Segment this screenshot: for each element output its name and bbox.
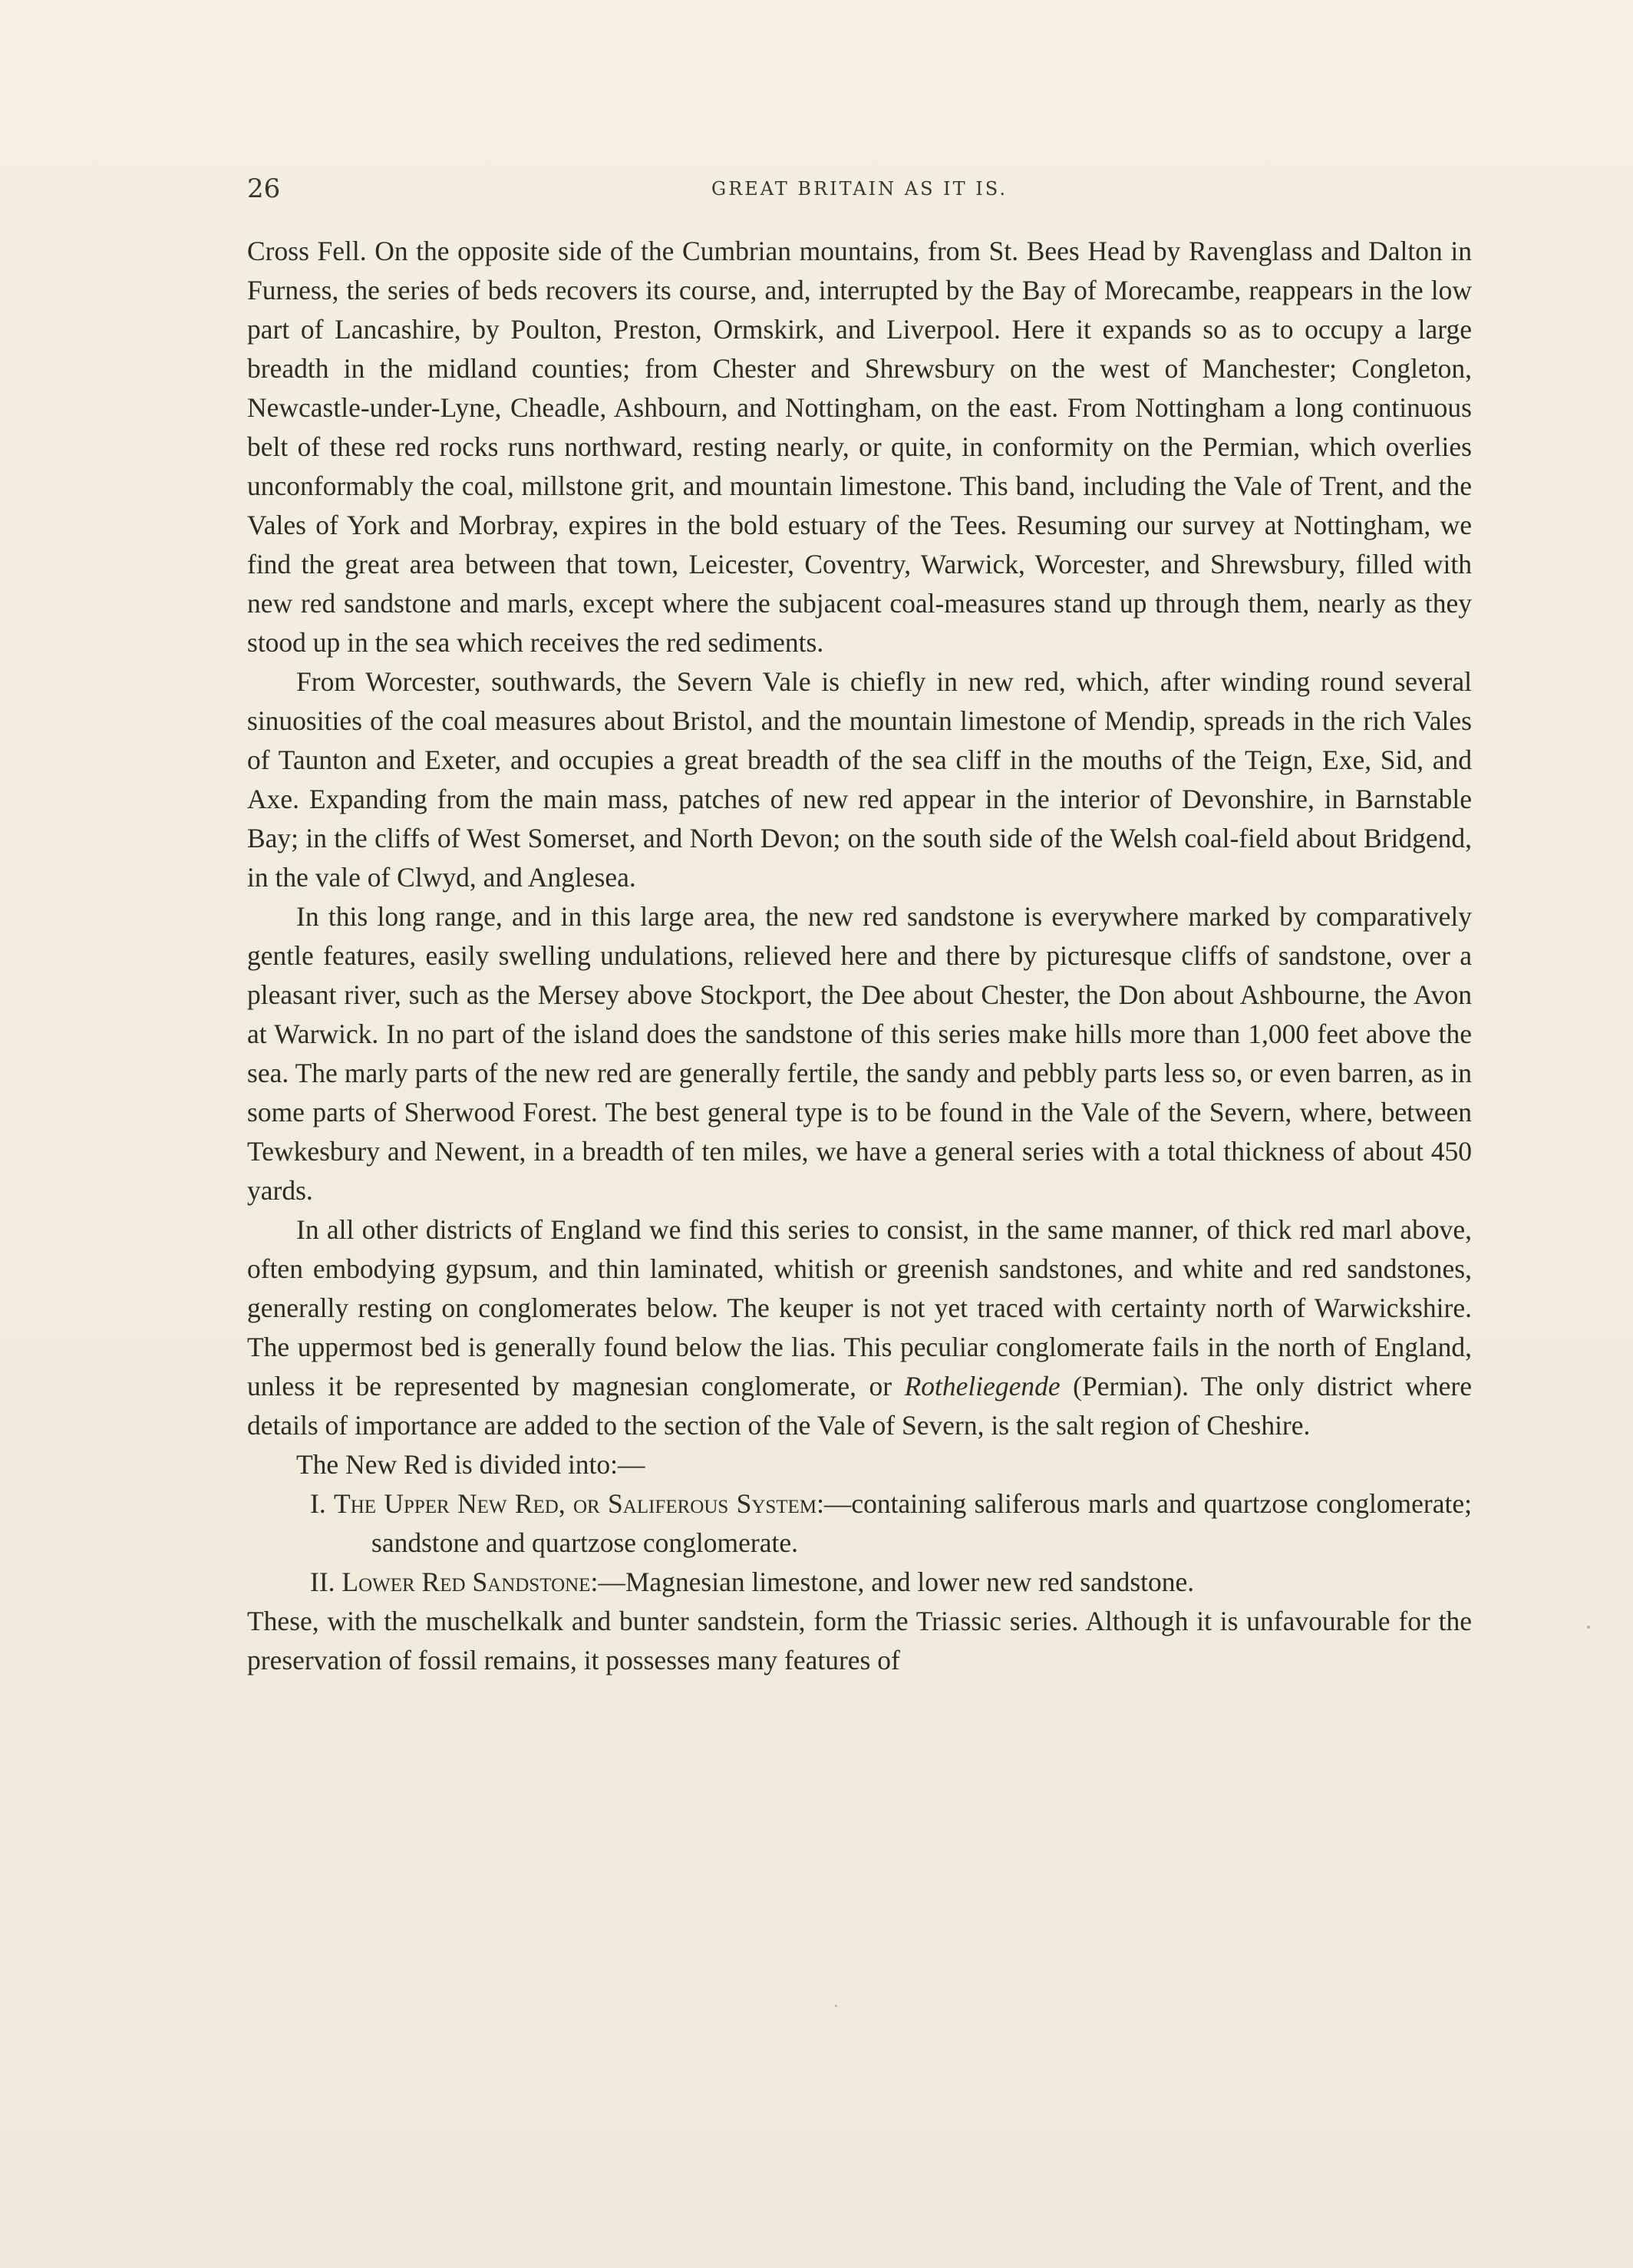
paragraph-3: In this long range, and in this large area, the new red sandstone is everywhere marked by comparatively gentle features, easily swelling undulations, relieved here and there by picturesque cliffs of sandstone, over a pleasant river, such as the Mersey above Stockport, the Dee about Chester, the Don about Ashbourne, the Avon at Warwick. In no part of the island does the sandstone of this series make hills more than 1,000 feet above the sea. The marly parts of the new red are generally fertile, the sandy and pebbly parts less so, or even barren, as in some parts of Sherwood Forest. The best general type is to be found in the Vale of the Severn, where, between Tewkesbury and Newent, in a breadth of ten miles, we have a general series with a total thickness of about 450 yards. bbox=[247, 901, 1472, 1206]
paragraph-2: From Worcester, southwards, the Severn Vale is chiefly in new red, which, after winding round several sinuosities of the coal measures about Bristol, and the mountain limestone of Mendip, spreads in the rich Vales of Taunton and Exeter, and occupies a great breadth of the sea cliff in the mouths of the Teign, Exe, Sid, and Axe. Expanding from the main mass, patches of new red appear in the interior of Devonshire, in Barnstable Bay; in the cliffs of West Somerset, and North Devon; on the south side of the Welsh coal-field about Bridgend, in the vale of Clwyd, and Anglesea. bbox=[247, 666, 1472, 893]
list-item-2 bbox=[247, 1563, 1472, 1602]
page-number: 26 bbox=[247, 173, 281, 204]
paper-speck bbox=[835, 2005, 837, 2007]
paragraph-4-text-start: In all other districts of England we find this series to consist, in the same manner, of thick red marl above, often embodying gypsum, and thin laminated, whitish or greenish sandstones, and white and red sandstones, generally resting on conglomerates below. The keuper is not yet traced with certainty north of Warwickshire. The uppermost bed is generally found below the lias. This peculiar conglomerate fails in the north of England, unless it be represented by magnesian conglomerate, or bbox=[247, 1214, 1472, 1401]
paragraph-4-text-end: (Permian). The only district where details of importance are added to the section of the Vale of Severn, is the salt region of Cheshire. bbox=[247, 1371, 1472, 1441]
page-header bbox=[247, 173, 1472, 204]
list-item-1-title: The Upper New Red, or Saliferous System bbox=[334, 1488, 817, 1519]
list-item-1 bbox=[247, 1484, 1472, 1563]
paragraph-4 bbox=[247, 1210, 1472, 1445]
paper-speck bbox=[1587, 1626, 1590, 1629]
list-item-2-text: :—Magnesian limestone, and lower new red sandstone. bbox=[590, 1566, 1195, 1597]
paragraph-5: The New Red is divided into:— bbox=[296, 1449, 645, 1480]
list-item-2-title: Lower Red Sandstone bbox=[341, 1566, 591, 1597]
paragraph-6: These, with the muschelkalk and bunter sandstein, form the Triassic series. Although it is unfavourable for the preservation of fossil remains, it possesses many features of bbox=[247, 1606, 1472, 1675]
rotheliegende-term: Rotheliegende bbox=[904, 1371, 1061, 1401]
running-title: GREAT BRITAIN AS IT IS. bbox=[711, 178, 1008, 200]
paragraph-1: Cross Fell. On the opposite side of the Cumbrian mountains, from St. Bees Head by Ravenglass and Dalton in Furness, the series of beds recovers its course, and, interrupted by the Bay of Morecambe, reappears in the low part of Lancashire, by Poulton, Preston, Ormskirk, and Liverpool. Here it expands so as to occupy a large breadth in the midland counties; from Chester and Shrewsbury on the west of Manchester; Congleton, Newcastle-under-Lyne, Cheadle, Ashbourn, and Nottingham, on the east. From Nottingham a long continuous belt of these red rocks runs northward, resting nearly, or quite, in conformity on the Permian, which overlies unconformably the coal, millstone grit, and mountain limestone. This band, including the Vale of Trent, and the Vales of York and Morbray, expires in the bold estuary of the Tees. Resuming our survey at Nottingham, we find the great area between that town, Leicester, Coventry, Warwick, Worcester, and Shrewsbury, filled with new red sandstone and marls, except where the subjacent coal-measures stand up through them, nearly as they stood up in the sea which receives the red sediments. bbox=[247, 236, 1472, 658]
list-item-2-number: II. bbox=[310, 1566, 335, 1597]
body-text bbox=[247, 232, 1472, 1680]
list-item-1-number: I. bbox=[310, 1488, 326, 1519]
list-item-1-text: :—containing saliferous marls and quartzose conglomerate; sandstone and quartzose conglomerate. bbox=[371, 1488, 1472, 1558]
